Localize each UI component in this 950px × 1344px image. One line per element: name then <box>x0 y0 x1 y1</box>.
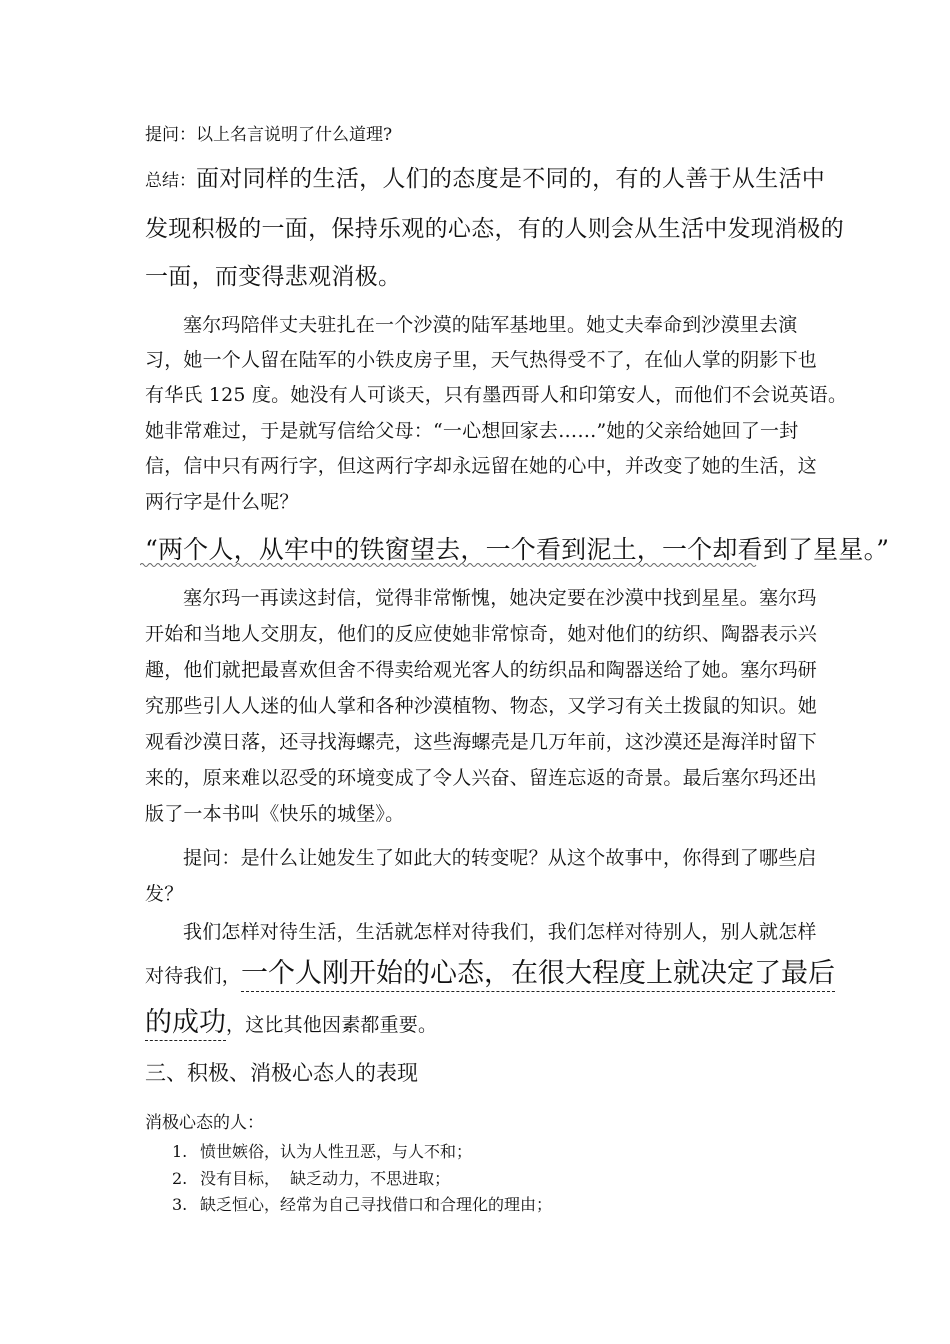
summary-label: 总结： <box>145 171 196 191</box>
list-item <box>172 1192 552 1215</box>
list-item <box>172 1139 472 1162</box>
list-text: 愤世嫉俗，认为人性丑恶，与人不和； <box>200 1142 473 1161</box>
list-text: 缺乏恒心，经常为自己寻找借口和合理化的理由； <box>200 1195 553 1214</box>
conclusion-lead: 对待我们， <box>145 965 242 987</box>
conclusion-line-3 <box>145 1000 437 1039</box>
summary-line-1 <box>145 160 825 193</box>
story2-line-2: 开始和当地人交朋友，他们的反应使她非常惊奇，她对他们的纺织、陶器表示兴 <box>145 623 818 645</box>
section-subheading: 消极心态的人： <box>145 1113 264 1133</box>
story-line-6: 两行字是什么呢？ <box>145 491 299 513</box>
conclusion-line-1: 我们怎样对待生活，生活就怎样对待我们，我们怎样对待别人，别人就怎样 <box>183 921 817 943</box>
story2-line-5: 观看沙漠日落，还寻找海螺壳，这些海螺壳是几万年前，这沙漠还是海洋时留下 <box>145 731 818 753</box>
story2-line-4: 究那些引人人迷的仙人掌和各种沙漠植物、物态，又学习有关土拨鼠的知识。她 <box>145 695 818 717</box>
list-item <box>172 1166 450 1189</box>
list-text: 没有目标， 缺乏动力，不思进取； <box>200 1169 451 1188</box>
summary-line-2: 发现积极的一面，保持乐观的心态，有的人则会从生活中发现消极的 <box>145 216 844 242</box>
question2-line-2: 发？ <box>145 883 184 905</box>
story2-line-3: 趣，他们就把最喜欢但舍不得卖给观光客人的纺织品和陶器送给了她。塞尔玛研 <box>145 659 818 681</box>
conclusion-emphasis-2: 的成功 <box>145 1007 226 1041</box>
section-heading: 三、积极、消极心态人的表现 <box>145 1061 418 1085</box>
wavy-underline <box>140 562 810 568</box>
intro-question: 提问：以上名言说明了什么道理? <box>145 125 393 145</box>
summary-line-3: 一面，而变得悲观消极。 <box>145 264 402 290</box>
story-line-4: 她非常难过，于是就写信给父母：“一心想回家去……”她的父亲给她回了一封 <box>145 420 799 442</box>
story-line-2: 习，她一个人留在陆军的小铁皮房子里，天气热得受不了，在仙人掌的阴影下也 <box>145 349 818 371</box>
list-number: 2. <box>172 1169 188 1188</box>
story2-line-6: 来的，原来难以忍受的环境变成了令人兴奋、留连忘返的奇景。最后塞尔玛还出 <box>145 767 818 789</box>
conclusion-tail: ，这比其他因素都重要。 <box>226 1014 438 1036</box>
list-number: 3. <box>172 1195 188 1214</box>
conclusion-line-2 <box>145 951 835 990</box>
summary-text-1: 面对同样的生活，人们的态度是不同的，有的人善于从生活中 <box>196 166 826 192</box>
letter-quote: “两个人，从牢中的铁窗望去，一个看到泥土，一个却看到了星星。” <box>145 535 890 564</box>
story-line-3: 有华氏 125 度。她没有人可谈天，只有墨西哥人和印第安人，而他们不会说英语。 <box>145 384 848 406</box>
question2-line-1: 提问：是什么让她发生了如此大的转变呢？从这个故事中，你得到了哪些启 <box>183 847 817 869</box>
story2-line-1: 塞尔玛一再读这封信，觉得非常惭愧，她决定要在沙漠中找到星星。塞尔玛 <box>183 587 817 609</box>
conclusion-emphasis-1: 一个人刚开始的心态，在很大程度上就决定了最后 <box>241 958 835 992</box>
story-line-1: 塞尔玛陪伴丈夫驻扎在一个沙漠的陆军基地里。她丈夫奉命到沙漠里去演 <box>183 314 798 336</box>
story2-line-7: 版了一本书叫《快乐的城堡》。 <box>145 803 405 825</box>
list-number: 1. <box>172 1142 188 1161</box>
story-line-5: 信，信中只有两行字，但这两行字却永远留在她的心中，并改变了她的生活，这 <box>145 455 818 477</box>
